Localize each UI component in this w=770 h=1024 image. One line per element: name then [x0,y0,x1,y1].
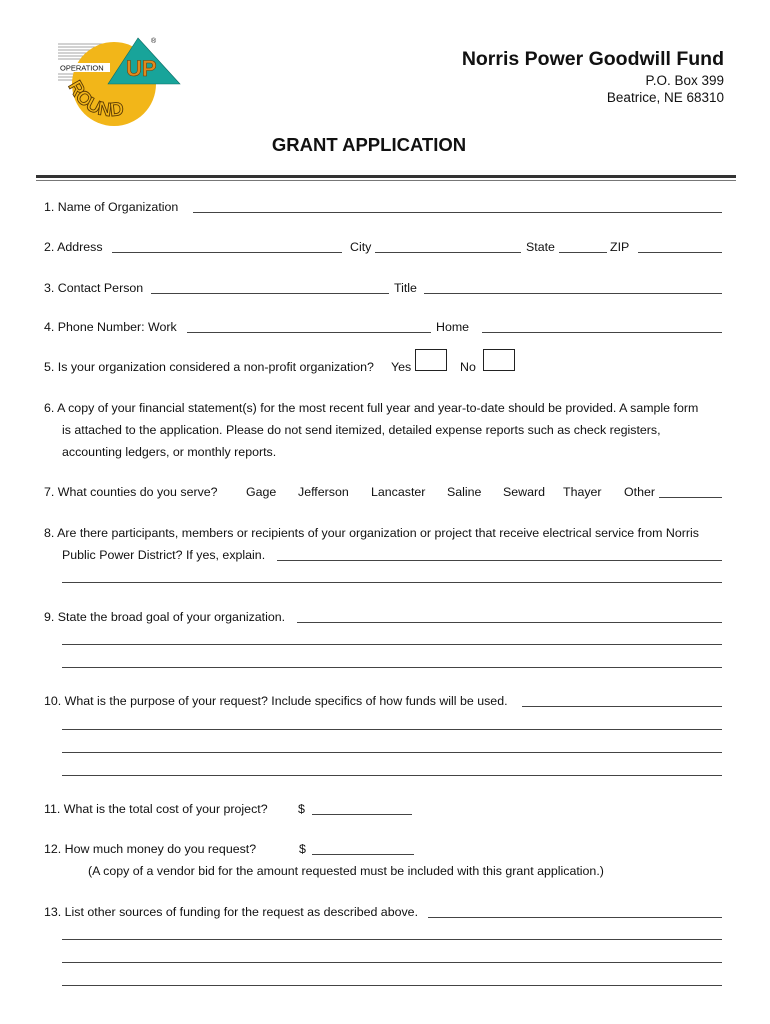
q2-state-field[interactable] [559,252,607,253]
q5-no-label: No [460,360,476,374]
q10-answer-field-2[interactable] [62,729,722,730]
q7-county-lancaster[interactable]: Lancaster [371,485,426,499]
q5-label: 5. Is your organization considered a non-profit organization? [44,360,374,374]
q2-state-label: State [526,240,555,254]
q4-work-phone-field[interactable] [187,332,431,333]
q7-county-jefferson[interactable]: Jefferson [298,485,349,499]
logo-trademark: ® [151,38,157,45]
q6-line2: is attached to the application. Please do not send itemized, detailed expense reports such as check registers, [62,423,661,437]
q2-address-field[interactable] [112,252,342,253]
q3-title-field[interactable] [424,293,722,294]
org-address-line2: Beatrice, NE 68310 [606,90,724,105]
q2-zip-label: ZIP [610,240,630,254]
q10-answer-field-1[interactable] [522,706,722,707]
q13-answer-field-3[interactable] [62,962,722,963]
q7-county-seward[interactable]: Seward [503,485,546,499]
operation-round-up-logo-graphic [50,30,190,140]
q3-contact-person-field[interactable] [151,293,389,294]
q10-answer-field-3[interactable] [62,752,722,753]
q4-home-label: Home [436,320,470,334]
q8-answer-field-1[interactable] [277,560,722,561]
org-header [462,46,724,106]
q7-county-thayer[interactable]: Thayer [563,485,602,499]
q8-line2: Public Power District? If yes, explain. [62,548,266,562]
operation-round-up-logo [50,30,190,140]
logo-up-text: UP [126,56,157,81]
q7-county-gage[interactable]: Gage [246,485,277,499]
q12-amount-requested-field[interactable] [312,854,414,855]
q7-county-saline[interactable]: Saline [447,485,482,499]
q9-label: 9. State the broad goal of your organization. [44,610,286,624]
q5-yes-checkbox[interactable] [415,349,447,371]
q13-answer-field-4[interactable] [62,985,722,986]
q1-label: 1. Name of Organization [44,200,179,214]
q2-city-field[interactable] [375,252,521,253]
q10-answer-field-4[interactable] [62,775,722,776]
logo-operation-text: OPERATION [60,63,104,73]
logo-round-text: ROUND [63,77,125,122]
q6-line1: 6. A copy of your financial statement(s) for the most recent full year and year-to-date should be provided. A sample form [44,401,699,415]
q2-zip-field[interactable] [638,252,722,253]
q3-label: 3. Contact Person [44,281,144,295]
q8-line1: 8. Are there participants, members or recipients of your organization or project that receive electrical service from Norris [44,526,699,540]
org-address-line1: P.O. Box 399 [645,73,724,88]
title-divider [36,175,736,178]
q9-answer-field-3[interactable] [62,667,722,668]
q6-line3: accounting ledgers, or monthly reports. [62,445,277,459]
q12-label: 12. How much money do you request? [44,842,257,856]
q9-answer-field-2[interactable] [62,644,722,645]
q4-label: 4. Phone Number: Work [44,320,177,334]
q10-label: 10. What is the purpose of your request? Include specifics of how funds will be used. [44,694,508,708]
q1-organization-name-field[interactable] [193,212,722,213]
q8-answer-field-2[interactable] [62,582,722,583]
q7-other-label: Other [624,485,655,499]
q12-vendor-bid-note: (A copy of a vendor bid for the amount requested must be included with this grant application.) [88,864,604,878]
q13-answer-field-1[interactable] [428,917,722,918]
q5-no-checkbox[interactable] [483,349,515,371]
q4-home-phone-field[interactable] [482,332,722,333]
q7-other-field[interactable] [659,497,722,498]
org-name: Norris Power Goodwill Fund [461,48,724,70]
q9-answer-field-1[interactable] [297,622,722,623]
q11-total-cost-field[interactable] [312,814,412,815]
title-divider-thin [36,180,736,181]
q5-yes-label: Yes [391,360,412,374]
q13-label: 13. List other sources of funding for the request as described above. [44,905,419,919]
q3-title-label: Title [394,281,417,295]
q2-city-label: City [350,240,372,254]
q13-answer-field-2[interactable] [62,939,722,940]
q2-label: 2. Address [44,240,103,254]
q7-label: 7. What counties do you serve? [44,485,218,499]
q12-currency-symbol: $ [299,842,306,856]
form-title: GRANT APPLICATION [271,134,467,155]
q11-label: 11. What is the total cost of your project? [44,802,268,816]
q11-currency-symbol: $ [298,802,305,816]
